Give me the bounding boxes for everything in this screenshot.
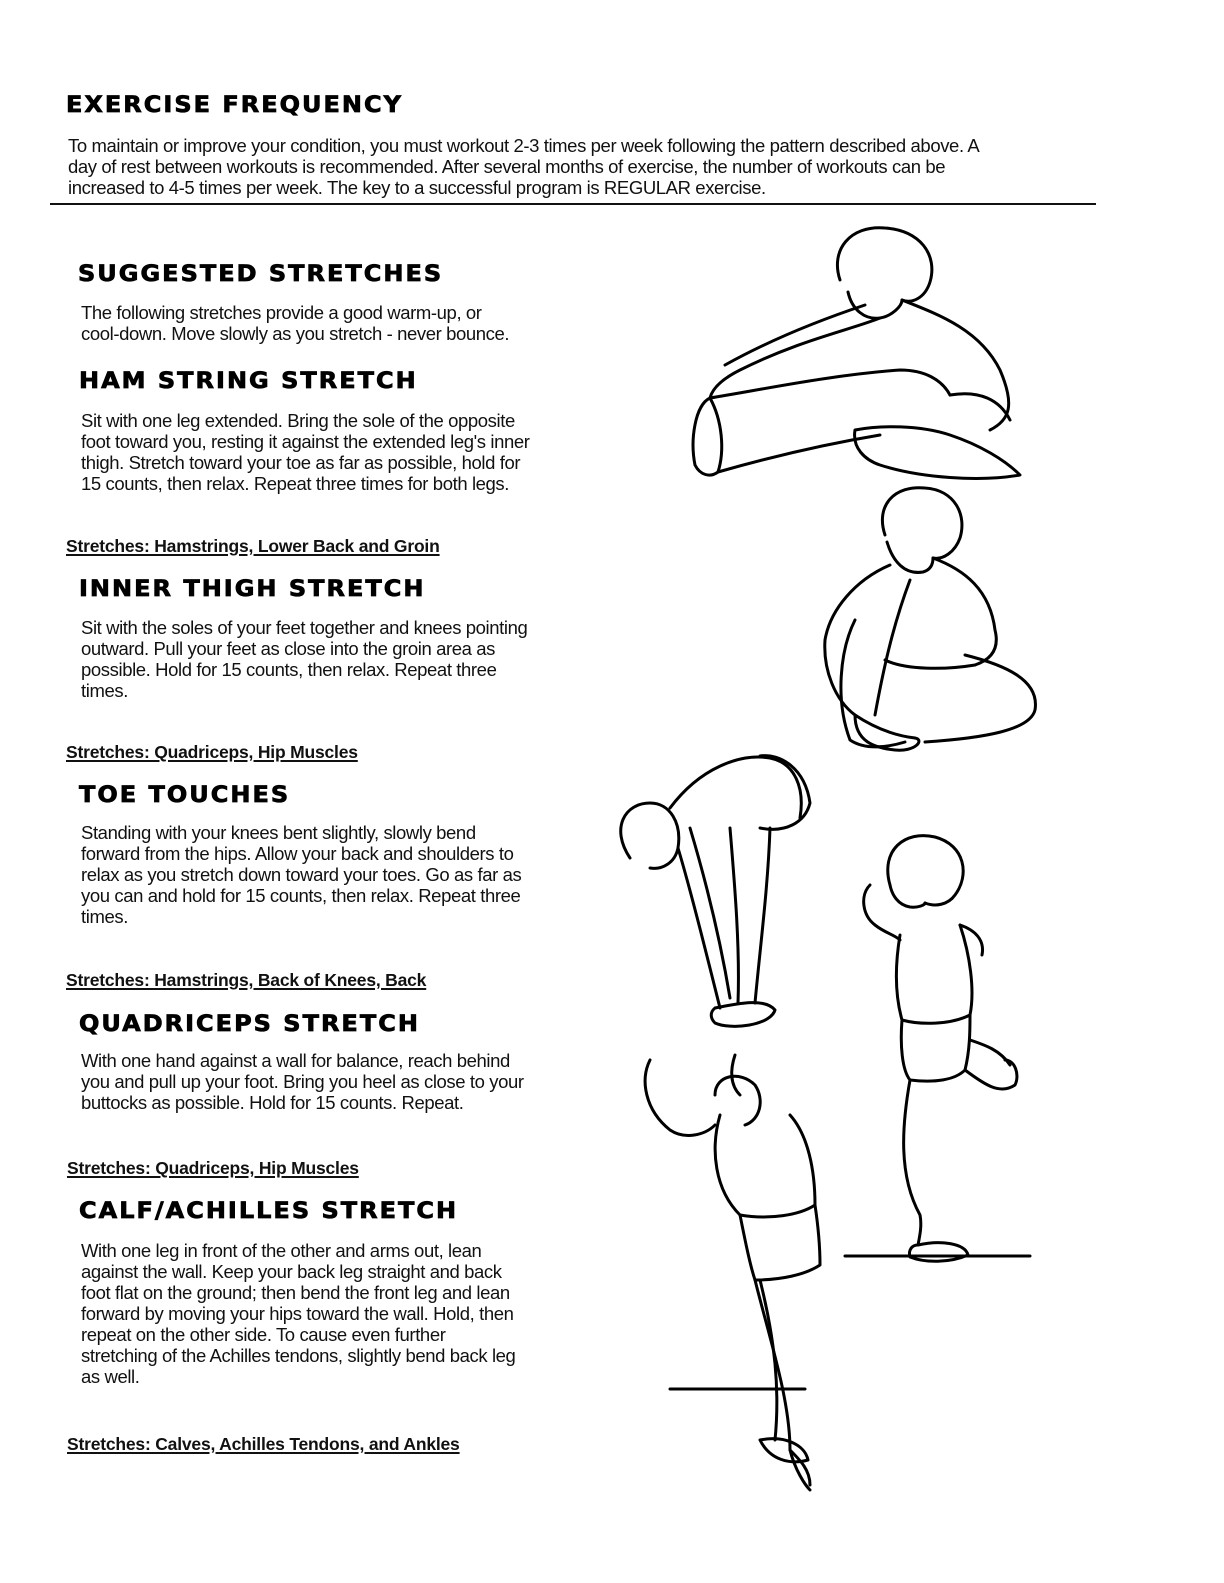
head xyxy=(715,1076,760,1125)
floor-line xyxy=(840,1250,1040,1262)
stretch-line: Sit with one leg extended. Bring the sole of the opposite xyxy=(81,410,515,431)
face xyxy=(848,292,902,318)
back xyxy=(670,757,801,818)
stretch-line: relax as you stretch down toward your toes. Go as far as xyxy=(81,864,522,885)
foot-hand xyxy=(970,1040,1010,1065)
suggested-line: cool-down. Move slowly as you stretch - never bounce. xyxy=(81,323,510,344)
inner-thigh-stretch-text xyxy=(81,617,527,701)
back-foot xyxy=(760,1439,808,1462)
leg-back xyxy=(755,828,770,1003)
torso xyxy=(933,558,996,665)
torso xyxy=(902,300,1009,430)
torso xyxy=(896,925,971,1023)
suggested-line: The following stretches provide a good warm-up, or xyxy=(81,302,482,323)
stretch-line: possible. Hold for 15 counts, then relax. Repeat three xyxy=(81,659,497,680)
stretch-line: 15 counts, then relax. Repeat three times for both legs. xyxy=(81,473,510,494)
right-arm xyxy=(875,580,910,715)
stretch-line: you and pull up your foot. Bring you heel as close to your xyxy=(81,1071,524,1092)
stretch-line: foot toward you, resting it against the extended leg's inner xyxy=(81,431,530,452)
quadriceps-stretch-text xyxy=(81,1050,524,1113)
shoes xyxy=(711,1003,775,1027)
stretch-line: times. xyxy=(81,680,128,701)
inner-thigh-stretch-illustration xyxy=(815,480,1045,760)
calf-achilles-targets: Stretches: Calves, Achilles Tendons, and Ankles xyxy=(67,1434,460,1454)
toe-touches-heading: TOE TOUCHES xyxy=(79,782,291,808)
front-arm xyxy=(725,305,865,365)
shorts xyxy=(885,660,975,668)
toe-touches-illustration xyxy=(610,748,810,1038)
stretch-line: forward by moving your hips toward the wall. Hold, then xyxy=(81,1303,514,1324)
head-hair xyxy=(837,228,931,301)
stretch-line: buttocks as possible. Hold for 15 counts. Repeat. xyxy=(81,1092,464,1113)
suggested-stretches-text xyxy=(81,302,509,344)
quadriceps-targets: Stretches: Quadriceps, Hip Muscles xyxy=(67,1158,359,1178)
calf-achilles-stretch-illustration xyxy=(630,1040,850,1500)
toe-touches-text xyxy=(81,822,521,927)
foot xyxy=(693,398,722,475)
toe-touches-targets: Stretches: Hamstrings, Back of Knees, Back xyxy=(66,970,427,990)
suggested-stretches-heading: SUGGESTED STRETCHES xyxy=(78,261,444,287)
stretch-line: as well. xyxy=(81,1366,140,1387)
calf-achilles-stretch-heading: CALF/ACHILLES STRETCH xyxy=(79,1198,459,1224)
head-hair xyxy=(888,836,963,905)
stretch-line: foot flat on the ground; then bend the front leg and lean xyxy=(81,1282,510,1303)
quadriceps-stretch-illustration xyxy=(840,825,1040,1265)
knee-left xyxy=(841,620,905,747)
section-divider xyxy=(50,203,1096,205)
stretch-line: times. xyxy=(81,906,128,927)
face xyxy=(890,885,925,907)
stretch-line: against the wall. Keep your back leg straight and back xyxy=(81,1261,502,1282)
raised-hand xyxy=(864,885,900,940)
extended-leg-top xyxy=(710,370,950,398)
hamstring-stretch-illustration xyxy=(680,220,1040,490)
exercise-frequency-text xyxy=(68,135,979,198)
hamstring-targets: Stretches: Hamstrings, Lower Back and Groin xyxy=(66,536,440,556)
quadriceps-stretch-heading: QUADRICEPS STRETCH xyxy=(79,1011,420,1037)
shorts xyxy=(950,394,1010,420)
inner-thigh-stretch-heading: INNER THIGH STRETCH xyxy=(79,576,426,602)
stretch-line: thigh. Stretch toward your toe as far as possible, hold for xyxy=(81,452,521,473)
arm-front xyxy=(678,848,720,1008)
stretch-line: stretching of the Achilles tendons, slightly bend back leg xyxy=(81,1345,516,1366)
stretch-line: you can and hold for 15 counts, then relax. Repeat three xyxy=(81,885,521,906)
face xyxy=(887,542,933,572)
stretch-line: With one hand against a wall for balance, reach behind xyxy=(81,1050,510,1071)
stretch-line: Standing with your knees bent slightly, slowly bend xyxy=(81,822,476,843)
hamstring-stretch-text xyxy=(81,410,530,494)
shorts xyxy=(901,1015,970,1081)
left-hand xyxy=(645,1060,715,1135)
standing-leg xyxy=(904,1080,921,1245)
stretch-line: repeat on the other side. To cause even further xyxy=(81,1324,446,1345)
stretch-line: outward. Pull your feet as close into the groin area as xyxy=(81,638,496,659)
frequency-line: day of rest between workouts is recommended. After several months of exercise, the number of workouts can be xyxy=(68,156,946,177)
head-hair xyxy=(621,803,679,868)
hamstring-stretch-heading: HAM STRING STRETCH xyxy=(79,368,418,394)
stretch-line: With one leg in front of the other and arms out, lean xyxy=(81,1240,482,1261)
head-hair xyxy=(882,488,962,559)
exercise-frequency-heading: EXERCISE FREQUENCY xyxy=(66,92,403,118)
inner-thigh-targets: Stretches: Quadriceps, Hip Muscles xyxy=(66,742,358,762)
leg-front xyxy=(730,828,738,1003)
stretch-line: Sit with the soles of your feet together and knees pointing xyxy=(81,617,528,638)
calf-achilles-stretch-text xyxy=(81,1240,515,1387)
shorts xyxy=(760,756,810,830)
floor-line xyxy=(665,1383,815,1395)
frequency-line: To maintain or improve your condition, you must workout 2-3 times per week following the pattern described above. A xyxy=(68,135,980,156)
frequency-line: increased to 4-5 times per week. The key to a successful program is REGULAR exercise. xyxy=(68,177,766,198)
torso xyxy=(715,1115,815,1217)
stretch-line: forward from the hips. Allow your back and shoulders to xyxy=(81,843,514,864)
